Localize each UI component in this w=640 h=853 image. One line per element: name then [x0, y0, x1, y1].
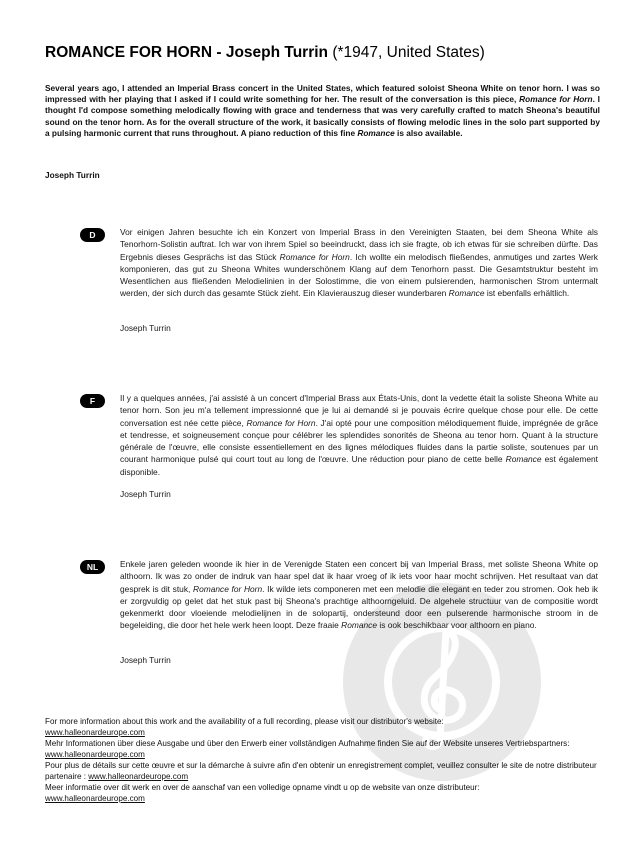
intro-work-title: Romance for Horn [519, 94, 593, 105]
language-badge-de: D [80, 228, 105, 242]
section-text-de [120, 226, 598, 300]
section-signature-de: Joseph Turrin [120, 323, 171, 333]
intro-text-3: is also available. [394, 127, 463, 138]
footer-fr [45, 760, 615, 782]
footer-en [45, 716, 615, 727]
de-text-2: . Ich wollte ein melodisch fließendes, anmutiges und zartes Werk komponieren, das gut zu Sheona Whites wunderschönem Klang auf dem Tenorhorn passt. Die Gesamtstruktur besteht im Wesentlichen aus fließenden Melodielinien in der Solostimme, die von einem pulsierenden, harmonischen Strom untermalt werden, der sich durch das gesamte Stück zieht. Ein Klavierauszug dieser wunderbaren [120, 251, 598, 299]
nl-text-3: is ook beschikbaar voor althoorn en piano. [377, 620, 537, 631]
distributor-link-de[interactable]: www.halleonardeurope.com [45, 750, 145, 759]
de-text-3: ist ebenfalls erhältlich. [484, 288, 570, 299]
de-text-1: Vor einigen Jahren besuchte ich ein Konzert von Imperial Brass in den Vereinigten Staaten, bei dem Sheona White als Tenorhorn-Solistin auftrat. Ich war von ihrem Spiel so beeindruckt, dass ich sie fragte, ob ich etwas für sie schreiben dürfte. Das Ergebnis dieses Gesprächs ist das Stück [120, 227, 598, 262]
title-meta: (*1947, United States) [328, 44, 485, 61]
intro-signature: Joseph Turrin [45, 170, 100, 180]
page-title [45, 44, 485, 62]
language-badge-fr: F [80, 394, 105, 408]
fr-text-3: est également disponible. [120, 454, 599, 477]
distributor-link-fr[interactable]: www.halleonardeurope.com [88, 772, 189, 781]
fr-text-2: . J'ai opté pour une composition mélodiquement fluide, imprégnée de grâce et tendresse, et soigneusement conçue pour célébrer les splendides sonorités de Sheona au tenor horn. Quant à la structure générale de l'œuvre, elle consiste essentiellement en des lignes mélodiques fluides dans la partie soliste, soutenues par un courant harmonique pulsé qui court tout au long de l'œuvre. Une réduction pour piano de cette belle [120, 417, 598, 465]
distributor-link-en[interactable]: www.halleonardeurope.com [45, 728, 145, 737]
de-work-title-short: Romance [448, 288, 485, 299]
section-text-nl [120, 558, 598, 632]
footer-en-text: For more information about this work and the availability of a full recording, please visit our distributor's website: [45, 717, 444, 726]
language-badge-nl: NL [80, 560, 105, 574]
nl-text-2: . Ik wilde iets componeren met een melodie die elegant en teder zou stromen. Ook heb ik er zorgvuldig op gelet dat het stuk past bij Sheona's prachtige althoorngeluid. De algehele structuur van de compositie wordt gekenmerkt door vloeiende melodielijnen in de solopartij, ondersteund door een pulserende harmonische stroom in de begeleiding, die door het hele werk heen loopt. Deze fraaie [120, 583, 598, 631]
distributor-info [45, 716, 615, 804]
de-work-title: Romance for Horn [279, 251, 350, 262]
footer-nl [45, 782, 615, 793]
footer-nl-text: Meer informatie over dit werk en over de aanschaf van een volledige opname vindt u op de website van onze distributeur: [45, 783, 480, 792]
footer-de-text: Mehr Informationen über diese Ausgabe und über den Erwerb einer vollständigen Aufnahme finden Sie auf der Website unseres Vertriebspartners: [45, 739, 570, 748]
fr-work-title: Romance for Horn [246, 417, 316, 428]
fr-work-title-short: Romance [505, 454, 542, 465]
nl-work-title: Romance for Horn [193, 583, 263, 594]
footer-de [45, 738, 615, 760]
footer-fr-text: Pour plus de détails sur cette œuvre et sur la démarche à suivre afin d'en obtenir un enregistrement complet, veuillez consulter le site de notre distributeur partenaire : [45, 761, 597, 781]
section-signature-fr: Joseph Turrin [120, 489, 171, 499]
intro-text-2: . I thought I'd compose something melodically flowing with grace and tenderness that was very carefully crafted to match Sheona's beautiful sound on the tenor horn. As for the overall structure of the work, it basically consists of flowing melodic lines in the solo part supported by a pulsing harmonic current that runs throughout. A piano reduction of this fine [45, 94, 600, 138]
section-signature-nl: Joseph Turrin [120, 655, 171, 665]
intro-text-1: Several years ago, I attended an Imperial Brass concert in the United States, which featured soloist Sheona White on tenor horn. I was so impressed with her playing that I asked if I could write something for her. The result of the conversation is this piece, [45, 83, 600, 105]
fr-text-1: Il y a quelques années, j'ai assisté à un concert d'Imperial Brass aux États-Unis, dont la vedette était la soliste Sheona White au tenor horn. Son jeu m'a tellement impressionné que je lui ai demandé si je pouvais écrire quelque chose pour elle. De cette conversation est née cette pièce, [120, 393, 598, 428]
intro-work-title-short: Romance [357, 127, 395, 138]
distributor-link-nl[interactable]: www.halleonardeurope.com [45, 794, 145, 803]
intro-paragraph [45, 83, 600, 139]
nl-text-1: Enkele jaren geleden woonde ik hier in de Verenigde Staten een concert bij van Imperial Brass, met soliste Sheona White op althoorn. Ik was zo onder de indruk van haar spel dat ik haar vroeg of ik iets voor haar mocht schrijven. Het resultaat van dat gesprek is dit stuk, [120, 559, 598, 594]
section-text-fr [120, 392, 598, 478]
nl-work-title-short: Romance [341, 620, 378, 631]
title-main: ROMANCE FOR HORN - Joseph Turrin [45, 44, 329, 61]
